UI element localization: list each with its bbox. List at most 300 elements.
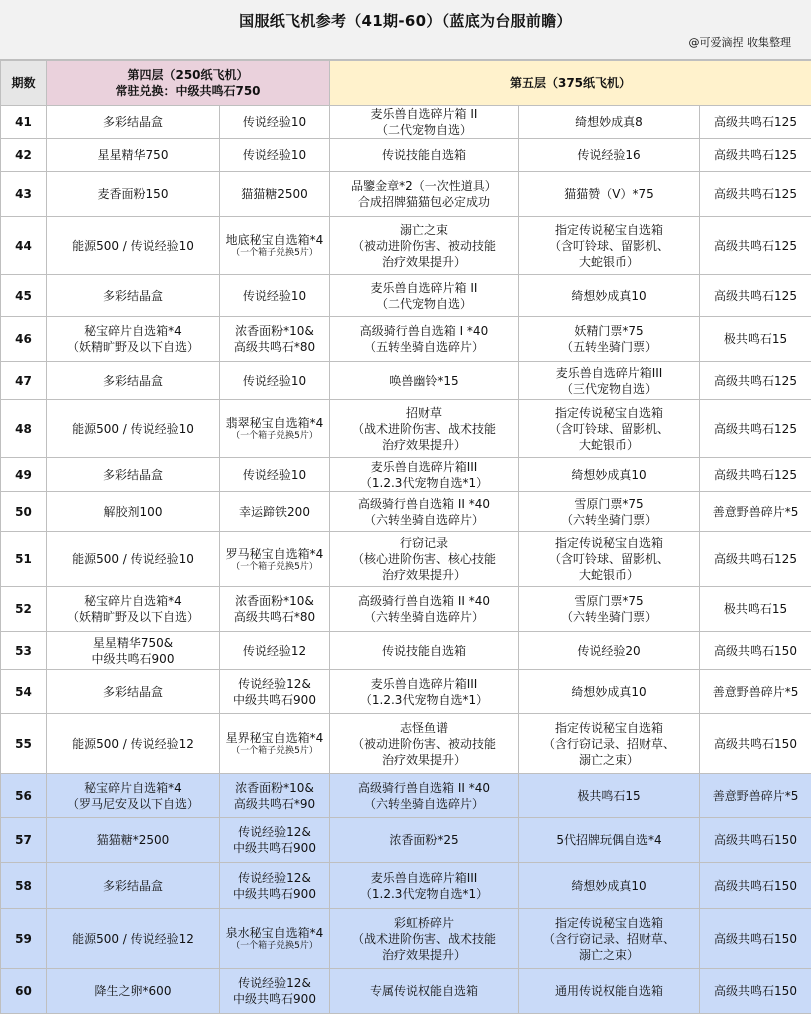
reward-text: （五转坐骑门票）: [560, 340, 657, 354]
table-row: [1, 587, 811, 632]
reward-text: 中级共鸣石900: [233, 692, 316, 707]
reward-text: 传说经验10: [242, 373, 307, 388]
table-row: [1, 909, 811, 969]
table-body: [1, 106, 811, 1014]
table-row: [1, 492, 811, 532]
table-row: [1, 139, 811, 172]
reward-text: 浓香面粉*10&: [235, 780, 314, 795]
reward-text: （二代宠物自选）: [375, 296, 472, 311]
reward-cell-2: [220, 139, 330, 172]
reward-cell-1: [47, 400, 220, 458]
period-cell: 41: [1, 106, 47, 139]
header-layer4: [47, 61, 330, 106]
reward-text: 麦乐兽自选碎片箱 II: [370, 107, 478, 121]
reward-text: 高级共鸣石125: [714, 373, 797, 388]
table-row: [1, 632, 811, 670]
reward-text: 泉水秘宝自选箱*4: [225, 926, 324, 940]
reward-cell-1: [47, 217, 220, 275]
reward-cell-5: [700, 909, 811, 969]
reward-cell-3: [330, 818, 519, 863]
reward-text: （妖精旷野及以下自选）: [66, 340, 199, 354]
reward-text: 传说经验16: [577, 148, 641, 162]
reward-text: 治疗效果提升）: [381, 568, 466, 582]
reward-text: 善意野兽碎片*5: [712, 788, 799, 803]
reward-text: 绮想妙成真10: [571, 878, 647, 893]
reward-text: 溺亡之束）: [578, 752, 639, 767]
reward-cell-2: [220, 969, 330, 1014]
reward-text: （被动进阶伤害、被动技能: [351, 238, 496, 253]
reward-text: 传说经验10: [242, 288, 307, 303]
reward-text: 高级共鸣石*90: [233, 796, 316, 811]
reward-text: 高级共鸣石150: [714, 643, 797, 658]
reward-cell-2: [220, 818, 330, 863]
table-row: [1, 362, 811, 400]
reward-cell-1: [47, 632, 220, 670]
reward-text: 浓香面粉*25: [389, 833, 459, 847]
reward-cell-3: [330, 863, 519, 909]
table-row: [1, 774, 811, 818]
table-row: [1, 400, 811, 458]
reward-cell-4: [519, 106, 700, 139]
reward-cell-4: [519, 492, 700, 532]
reward-text: 解胶剂100: [103, 504, 163, 519]
reward-text: 星星精华750&: [92, 635, 174, 650]
reward-text: 治疗效果提升）: [381, 947, 466, 962]
reward-text: 星星精华750: [97, 148, 169, 162]
reward-table: [0, 60, 811, 1014]
reward-cell-4: [519, 587, 700, 632]
reward-cell-3: [330, 670, 519, 714]
reward-text: （含叮铃球、留影机、: [548, 552, 669, 566]
page-title: 国服纸飞机参考（41期-60）（蓝底为台服前瞻）: [239, 12, 572, 30]
reward-cell-1: [47, 275, 220, 317]
reward-text: 能源500 / 传说经验10: [72, 421, 194, 436]
period-cell: 60: [1, 969, 47, 1014]
reward-cell-1: [47, 106, 220, 139]
reward-text: （含行窃记录、招财草、: [542, 736, 675, 751]
reward-cell-1: [47, 969, 220, 1014]
table-row: [1, 275, 811, 317]
reward-cell-2: [220, 217, 330, 275]
reward-text: 麦乐兽自选碎片箱III: [555, 365, 663, 380]
reward-cell-5: [700, 492, 811, 532]
reward-cell-3: [330, 532, 519, 587]
reward-text: 彩虹桥碎片: [393, 915, 454, 930]
reward-text: （1.2.3代宠物自选*1）: [359, 692, 489, 707]
reward-text: 浓香面粉*10&: [235, 324, 314, 338]
reward-cell-5: [700, 217, 811, 275]
reward-text: 中级共鸣石900: [233, 841, 316, 855]
reward-text: 高级共鸣石*80: [233, 340, 316, 354]
reward-cell-2: [220, 492, 330, 532]
reward-text: 高级骑行兽自选箱 I *40: [359, 324, 489, 338]
reward-cell-3: [330, 217, 519, 275]
reward-cell-3: [330, 714, 519, 774]
reward-cell-2: [220, 714, 330, 774]
reward-text: 专属传说权能自选箱: [369, 984, 478, 998]
period-cell: 49: [1, 458, 47, 492]
reward-cell-2: [220, 458, 330, 492]
reward-text: 指定传说秘宝自选箱: [554, 536, 663, 550]
reward-cell-2: [220, 275, 330, 317]
reward-cell-3: [330, 774, 519, 818]
table-row: [1, 458, 811, 492]
reward-text: （六转坐骑门票）: [560, 610, 657, 624]
reward-text: 高级共鸣石150: [714, 984, 797, 998]
reward-text: （1.2.3代宠物自选*1）: [359, 475, 489, 490]
reward-text: 秘宝碎片自选箱*4: [84, 594, 182, 608]
reward-cell-2: [220, 317, 330, 362]
reward-text: （含行窃记录、招财草、: [542, 931, 675, 946]
reward-cell-4: [519, 400, 700, 458]
period-cell: 56: [1, 774, 47, 818]
reward-text: 高级共鸣石125: [714, 467, 797, 482]
reward-text: 猫猫赞（V）*75: [564, 187, 654, 201]
reward-text: 品鑒金章*2（一次性道具）: [351, 179, 497, 193]
table-row: [1, 106, 811, 139]
reward-text: 高级共鸣石125: [714, 238, 797, 253]
reward-text: 高级共鸣石*80: [233, 610, 316, 624]
reward-cell-4: [519, 217, 700, 275]
reward-cell-1: [47, 317, 220, 362]
reward-cell-2: [220, 400, 330, 458]
reward-text: 绮想妙成真10: [571, 467, 647, 482]
title-bar: [0, 0, 811, 60]
period-cell: 50: [1, 492, 47, 532]
reward-cell-2: [220, 632, 330, 670]
reward-text: 唤兽幽铃*15: [389, 373, 459, 388]
reward-text: 能源500 / 传说经验10: [72, 238, 194, 253]
reward-text: 传说经验10: [242, 148, 307, 162]
reward-text: 指定传说秘宝自选箱: [554, 720, 663, 735]
reward-cell-1: [47, 714, 220, 774]
reward-text: 星界秘宝自选箱*4: [225, 731, 324, 745]
reward-text: 传说经验12: [242, 643, 307, 658]
reward-text: 极共鸣石15: [723, 602, 788, 616]
reward-text: 麦香面粉150: [97, 187, 169, 201]
reward-cell-4: [519, 458, 700, 492]
reward-text: 多彩结晶盒: [102, 878, 163, 893]
reward-text: 传说技能自选箱: [381, 643, 466, 658]
reward-cell-4: [519, 532, 700, 587]
reward-cell-1: [47, 587, 220, 632]
reward-text: 通用传说权能自选箱: [554, 984, 663, 998]
reward-text: 多彩结晶盒: [102, 684, 163, 699]
reward-cell-3: [330, 106, 519, 139]
reward-text: 猫猫糖2500: [241, 187, 308, 201]
reward-text: （六转坐骑自选碎片）: [363, 796, 484, 811]
reward-cell-3: [330, 632, 519, 670]
reward-cell-2: [220, 863, 330, 909]
reward-text: 罗马秘宝自选箱*4: [225, 546, 324, 561]
reward-cell-5: [700, 587, 811, 632]
reward-cell-5: [700, 969, 811, 1014]
reward-text: 麦乐兽自选碎片箱III: [370, 676, 478, 691]
reward-text: 溺亡之束: [399, 222, 448, 237]
reward-text: 浓香面粉*10&: [235, 594, 314, 608]
reward-cell-1: [47, 532, 220, 587]
reward-cell-4: [519, 670, 700, 714]
reward-cell-3: [330, 139, 519, 172]
reward-text: 传说经验12&: [238, 825, 311, 839]
reward-text: 大蛇银币）: [578, 568, 639, 582]
reward-text: 极共鸣石15: [723, 332, 788, 346]
reward-text: 高级共鸣石125: [714, 421, 797, 436]
reward-text: 高级骑行兽自选箱 II *40: [358, 780, 490, 795]
reward-note: （一个箱子兑换5片）: [231, 248, 318, 258]
reward-cell-1: [47, 362, 220, 400]
reward-text: 多彩结晶盒: [102, 373, 163, 388]
reward-cell-1: [47, 818, 220, 863]
reward-cell-3: [330, 317, 519, 362]
reward-cell-5: [700, 818, 811, 863]
reward-text: 绮想妙成真8: [575, 115, 643, 129]
reward-text: 高级共鸣石125: [714, 148, 797, 162]
reward-text: 高级共鸣石150: [714, 833, 797, 847]
reward-text: 高级共鸣石150: [714, 736, 797, 751]
table-row: [1, 670, 811, 714]
reward-text: 能源500 / 传说经验12: [72, 736, 194, 751]
reward-text: 传说经验12&: [238, 870, 311, 885]
period-cell: 44: [1, 217, 47, 275]
reward-text: 治疗效果提升）: [381, 437, 466, 452]
reward-cell-5: [700, 106, 811, 139]
reward-cell-5: [700, 774, 811, 818]
reward-text: 地底秘宝自选箱*4: [225, 233, 324, 247]
period-cell: 55: [1, 714, 47, 774]
reward-text: 招财草: [405, 405, 442, 420]
reward-text: 秘宝碎片自选箱*4: [84, 324, 182, 338]
reward-cell-4: [519, 362, 700, 400]
reward-cell-5: [700, 400, 811, 458]
header-row: [1, 61, 811, 106]
reward-text: 秘宝碎片自选箱*4: [84, 780, 182, 795]
reward-text: 高级骑行兽自选箱 II *40: [358, 496, 490, 511]
reward-text: 传说技能自选箱: [381, 148, 466, 162]
table-row: [1, 818, 811, 863]
reward-text: 行窃记录: [399, 536, 448, 550]
reward-text: 善意野兽碎片*5: [712, 504, 799, 519]
reward-text: 中级共鸣石900: [91, 651, 175, 666]
reward-text: 溺亡之束）: [578, 947, 639, 962]
reward-cell-2: [220, 172, 330, 217]
reward-cell-5: [700, 532, 811, 587]
reward-cell-2: [220, 774, 330, 818]
reward-cell-3: [330, 275, 519, 317]
reward-text: （六转坐骑自选碎片）: [363, 610, 484, 624]
reward-cell-1: [47, 774, 220, 818]
reward-text: 雪原门票*75: [574, 594, 644, 608]
reward-note: （一个箱子兑换5片）: [231, 746, 318, 756]
reward-cell-4: [519, 632, 700, 670]
period-cell: 54: [1, 670, 47, 714]
reward-cell-1: [47, 863, 220, 909]
reward-cell-5: [700, 632, 811, 670]
reward-text: 传说经验20: [577, 643, 641, 658]
reward-note: （一个箱子兑换5片）: [231, 941, 318, 951]
reward-cell-2: [220, 532, 330, 587]
reward-cell-4: [519, 774, 700, 818]
reward-text: （含叮铃球、留影机、: [548, 421, 669, 436]
reward-text: （1.2.3代宠物自选*1）: [359, 886, 489, 901]
reward-text: 合成招牌猫猫包必定成功: [357, 195, 490, 209]
reward-cell-5: [700, 317, 811, 362]
reward-text: （战术进阶伤害、战术技能: [351, 931, 496, 946]
reward-text: 能源500 / 传说经验10: [72, 552, 194, 566]
reward-cell-2: [220, 670, 330, 714]
reward-cell-3: [330, 969, 519, 1014]
reward-cell-2: [220, 106, 330, 139]
period-cell: 46: [1, 317, 47, 362]
reward-text: 绮想妙成真10: [571, 288, 647, 303]
reward-cell-1: [47, 458, 220, 492]
reward-cell-4: [519, 818, 700, 863]
reward-text: 志怪鱼谱: [399, 720, 448, 735]
table-row: [1, 317, 811, 362]
reward-cell-4: [519, 863, 700, 909]
reward-text: 妖精门票*75: [574, 324, 644, 338]
reward-text: （三代宠物自选）: [560, 381, 657, 396]
reward-text: 麦乐兽自选碎片箱 II: [370, 280, 478, 295]
reward-text: 绮想妙成真10: [571, 684, 647, 699]
reward-note: （一个箱子兑换5片）: [231, 561, 318, 572]
reward-cell-4: [519, 969, 700, 1014]
reward-text: 幸运蹄铁200: [239, 504, 310, 519]
table-row: [1, 217, 811, 275]
reward-cell-5: [700, 714, 811, 774]
period-cell: 42: [1, 139, 47, 172]
reward-text: 麦乐兽自选碎片箱III: [370, 459, 478, 474]
reward-text: 能源500 / 传说经验12: [72, 931, 194, 946]
reward-text: 指定传说秘宝自选箱: [554, 222, 663, 237]
reward-text: 善意野兽碎片*5: [712, 684, 799, 699]
reward-text: 极共鸣石15: [577, 788, 641, 803]
reward-cell-3: [330, 400, 519, 458]
reward-text: （二代宠物自选）: [375, 123, 472, 137]
reward-cell-4: [519, 317, 700, 362]
header-layer5: 第五层（375纸飞机）: [330, 61, 811, 106]
reward-cell-5: [700, 863, 811, 909]
reward-cell-4: [519, 909, 700, 969]
reward-cell-1: [47, 909, 220, 969]
reward-cell-3: [330, 492, 519, 532]
reward-cell-3: [330, 587, 519, 632]
reward-text: （罗马尼安及以下自选）: [66, 796, 199, 811]
reward-text: 高级共鸣石125: [714, 187, 797, 201]
period-cell: 51: [1, 532, 47, 587]
reward-text: 高级共鸣石125: [714, 552, 797, 566]
table-row: [1, 714, 811, 774]
reward-text: （战术进阶伤害、战术技能: [351, 421, 496, 436]
reward-text: 翡翠秘宝自选箱*4: [225, 416, 324, 430]
reward-text: 治疗效果提升）: [381, 254, 466, 269]
reward-cell-5: [700, 172, 811, 217]
table-row: [1, 863, 811, 909]
header-layer4-title: 第四层（250纸飞机）: [127, 68, 249, 82]
period-cell: 53: [1, 632, 47, 670]
reward-cell-3: [330, 458, 519, 492]
period-cell: 43: [1, 172, 47, 217]
reward-cell-1: [47, 670, 220, 714]
period-cell: 57: [1, 818, 47, 863]
header-period: 期数: [1, 61, 47, 106]
reward-cell-4: [519, 139, 700, 172]
table-row: [1, 532, 811, 587]
reward-text: 高级共鸣石150: [714, 878, 797, 893]
reward-text: 传说经验12&: [238, 976, 311, 990]
reward-cell-1: [47, 172, 220, 217]
reward-text: 多彩结晶盒: [102, 467, 163, 482]
reward-cell-2: [220, 362, 330, 400]
reward-cell-4: [519, 714, 700, 774]
period-cell: 59: [1, 909, 47, 969]
reward-text: （六转坐骑门票）: [560, 512, 657, 527]
reward-cell-5: [700, 362, 811, 400]
reward-text: （核心进阶伤害、核心技能: [351, 552, 496, 566]
period-cell: 47: [1, 362, 47, 400]
reward-text: 传说经验10: [242, 467, 307, 482]
table-row: [1, 172, 811, 217]
reward-text: 传说经验10: [242, 115, 307, 129]
table-row: [1, 969, 811, 1014]
reward-text: 指定传说秘宝自选箱: [554, 915, 663, 930]
period-cell: 52: [1, 587, 47, 632]
reward-text: （被动进阶伤害、被动技能: [351, 736, 496, 751]
reward-text: （五转坐骑自选碎片）: [363, 340, 484, 354]
reward-text: 5代招牌玩偶自选*4: [556, 833, 662, 847]
reward-cell-3: [330, 172, 519, 217]
reward-text: 大蛇银币）: [578, 437, 639, 452]
reward-text: （妖精旷野及以下自选）: [66, 610, 199, 624]
reward-cell-3: [330, 909, 519, 969]
reward-text: 猫猫糖*2500: [96, 833, 170, 847]
reward-cell-1: [47, 492, 220, 532]
reward-cell-2: [220, 909, 330, 969]
reward-text: 大蛇银币）: [578, 254, 639, 269]
reward-text: 高级骑行兽自选箱 II *40: [358, 594, 490, 608]
reward-text: 雪原门票*75: [574, 496, 644, 511]
reward-cell-2: [220, 587, 330, 632]
reward-note: （一个箱子兑换5片）: [231, 431, 318, 441]
reward-cell-4: [519, 172, 700, 217]
reward-cell-3: [330, 362, 519, 400]
reward-text: 中级共鸣石900: [233, 992, 316, 1006]
period-cell: 45: [1, 275, 47, 317]
reward-text: （六转坐骑自选碎片）: [363, 512, 484, 527]
reward-cell-4: [519, 275, 700, 317]
reward-text: 降生之卵*600: [94, 984, 172, 998]
period-cell: 58: [1, 863, 47, 909]
reward-text: 高级共鸣石150: [714, 931, 797, 946]
reward-text: 多彩结晶盒: [102, 115, 163, 129]
header-layer4-exchange: 常驻兑换：中级共鸣石750: [115, 84, 261, 98]
reward-text: 指定传说秘宝自选箱: [554, 405, 663, 420]
reward-text: 中级共鸣石900: [233, 886, 316, 901]
reward-cell-5: [700, 458, 811, 492]
reward-text: 传说经验12&: [238, 676, 311, 691]
reward-cell-1: [47, 139, 220, 172]
reward-text: 治疗效果提升）: [381, 752, 466, 767]
reward-text: 麦乐兽自选碎片箱III: [370, 870, 478, 885]
credit-text: @可爱滴捏 收集整理: [688, 36, 791, 49]
reward-cell-5: [700, 275, 811, 317]
reward-text: 高级共鸣石125: [714, 115, 797, 129]
reward-text: （含叮铃球、留影机、: [548, 238, 669, 253]
reward-cell-5: [700, 670, 811, 714]
reward-text: 多彩结晶盒: [102, 288, 163, 303]
period-cell: 48: [1, 400, 47, 458]
reward-cell-5: [700, 139, 811, 172]
